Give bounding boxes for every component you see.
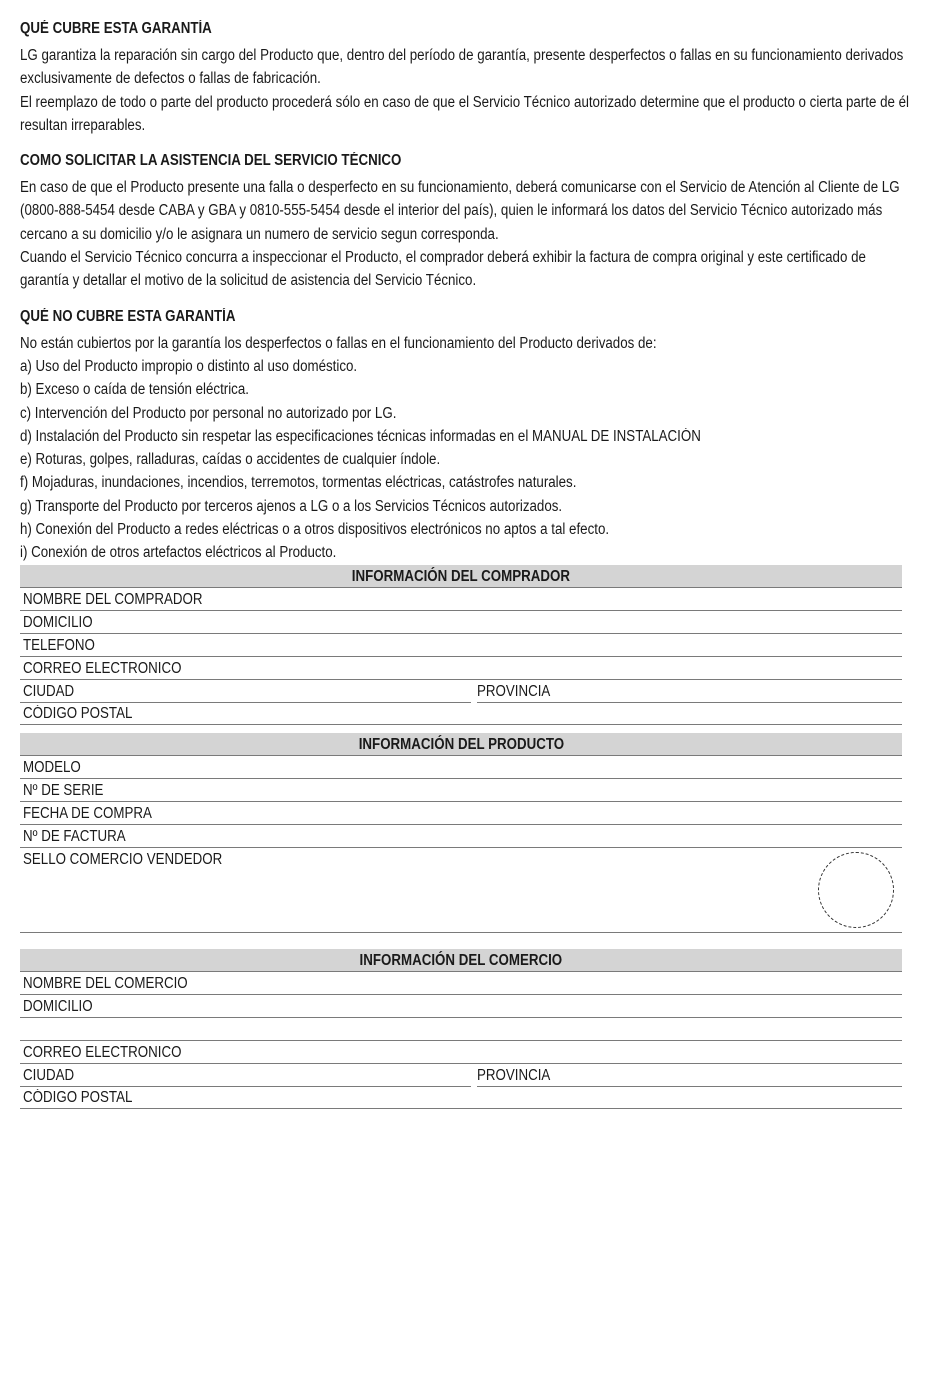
field-label: DOMICILIO [23, 997, 93, 1015]
store-postal-code-field[interactable] [20, 1086, 902, 1109]
section-title-service-request: COMO SOLICITAR LA ASISTENCIA DEL SERVICIO TÉCNICO [20, 152, 402, 170]
warranty-page [20, 18, 909, 1109]
store-blank-field[interactable] [20, 1018, 902, 1041]
paragraph-line: En caso de que el Producto presente una falla o desperfecto en su funcionamiento, deberá comunicarse con el Servicio de Atención al Cliente de LG [20, 179, 900, 197]
product-model-field[interactable] [20, 756, 902, 779]
field-label: CIUDAD [23, 1066, 75, 1084]
buyer-phone-field[interactable] [20, 634, 902, 657]
field-label: CIUDAD [23, 682, 75, 700]
paragraph-line: resultan irreparables. [20, 116, 146, 134]
store-province-field[interactable] [477, 1064, 902, 1087]
field-label: NOMBRE DEL COMERCIO [23, 974, 188, 992]
section-title-exclusions: QUÉ NO CUBRE ESTA GARANTÍA [20, 307, 236, 325]
store-address-field[interactable] [20, 995, 902, 1018]
field-label: CORREO ELECTRONICO [23, 1043, 182, 1061]
paragraph-line: Cuando el Servicio Técnico concurra a inspeccionar el Producto, el comprador deberá exhibir la factura de compra original y este certificado de [20, 249, 866, 267]
buyer-email-field[interactable] [20, 657, 902, 680]
buyer-city-province-row [20, 680, 902, 702]
exclusion-item: f) Mojaduras, inundaciones, incendios, terremotos, tormentas eléctricas, catástrofes naturales. [20, 474, 577, 492]
paragraph-line: exclusivamente de defectos o fallas de fabricación. [20, 70, 321, 88]
product-info-form [20, 733, 902, 933]
field-label: CÓDIGO POSTAL [23, 1088, 133, 1106]
field-label: Nº DE SERIE [23, 781, 104, 799]
field-label: CÓDIGO POSTAL [23, 704, 133, 722]
exclusion-item: d) Instalación del Producto sin respetar las especificaciones técnicas informadas en el MANUAL DE INSTALACIÓN [20, 427, 701, 445]
buyer-info-header: INFORMACIÓN DEL COMPRADOR [351, 567, 571, 585]
exclusions-intro: No están cubiertos por la garantía los desperfectos o fallas en el funcionamiento del Producto derivados de: [20, 334, 657, 352]
field-label: TELEFONO [23, 636, 95, 654]
section-exclusions [20, 306, 902, 565]
paragraph-line: El reemplazo de todo o parte del producto procederá sólo en caso de que el Servicio Técnico autorizado determine que el producto o cierta parte de él [20, 93, 909, 111]
section-coverage [20, 18, 909, 137]
exclusion-item: i) Conexión de otros artefactos eléctricos al Producto. [20, 544, 337, 562]
seller-stamp-field[interactable] [20, 848, 902, 933]
field-label: PROVINCIA [477, 682, 551, 700]
store-city-province-row [20, 1064, 902, 1086]
field-label: PROVINCIA [477, 1066, 551, 1084]
product-serial-field[interactable] [20, 779, 902, 802]
section-title-coverage: QUÉ CUBRE ESTA GARANTÍA [20, 20, 212, 37]
purchase-date-field[interactable] [20, 802, 902, 825]
paragraph-line: (0800-888-5454 desde CABA y GBA y 0810-555-5454 desde el interior del país), quien le informará los datos del Servicio Técnico autorizado más [20, 202, 883, 220]
buyer-province-field[interactable] [477, 680, 902, 703]
field-label: DOMICILIO [23, 613, 93, 631]
store-city-field[interactable] [20, 1064, 471, 1087]
exclusion-item: c) Intervención del Producto por personal no autorizado por LG. [20, 404, 397, 422]
exclusion-item: h) Conexión del Producto a redes eléctricas o a otros dispositivos electrónicos no aptos a tal efecto. [20, 521, 610, 539]
store-info-header: INFORMACIÓN DEL COMERCIO [359, 951, 563, 969]
store-name-field[interactable] [20, 972, 902, 995]
paragraph-line: LG garantiza la reparación sin cargo del Producto que, dentro del período de garantía, presente desperfectos o fallas en su funcionamiento derivados [20, 47, 904, 64]
invoice-number-field[interactable] [20, 825, 902, 848]
store-info-form [20, 949, 902, 1109]
buyer-info-form [20, 565, 902, 725]
paragraph-line: garantía y detallar el motivo de la solicitud de asistencia del Servicio Técnico. [20, 272, 477, 290]
field-label: FECHA DE COMPRA [23, 804, 152, 822]
field-label: NOMBRE DEL COMPRADOR [23, 590, 203, 608]
buyer-city-field[interactable] [20, 680, 471, 703]
stamp-circle-placeholder [818, 852, 894, 928]
field-label: CORREO ELECTRONICO [23, 659, 182, 677]
buyer-postal-code-field[interactable] [20, 702, 902, 725]
exclusion-item: g) Transporte del Producto por terceros ajenos a LG o a los Servicios Técnicos autorizados. [20, 497, 563, 515]
paragraph-line: cercano a su domicilio y/o le asignara un numero de servicio segun corresponda. [20, 225, 499, 243]
field-label: SELLO COMERCIO VENDEDOR [23, 850, 223, 868]
product-info-header: INFORMACIÓN DEL PRODUCTO [358, 735, 564, 753]
store-email-field[interactable] [20, 1041, 902, 1064]
field-label: Nº DE FACTURA [23, 827, 126, 845]
field-label: MODELO [23, 758, 81, 776]
exclusion-item: a) Uso del Producto impropio o distinto al uso doméstico. [20, 357, 358, 375]
exclusion-item: e) Roturas, golpes, ralladuras, caídas o accidentes de cualquier índole. [20, 451, 441, 469]
buyer-name-field[interactable] [20, 588, 902, 611]
buyer-address-field[interactable] [20, 611, 902, 634]
exclusion-item: b) Exceso o caída de tensión eléctrica. [20, 381, 249, 399]
section-service-request [20, 150, 902, 292]
